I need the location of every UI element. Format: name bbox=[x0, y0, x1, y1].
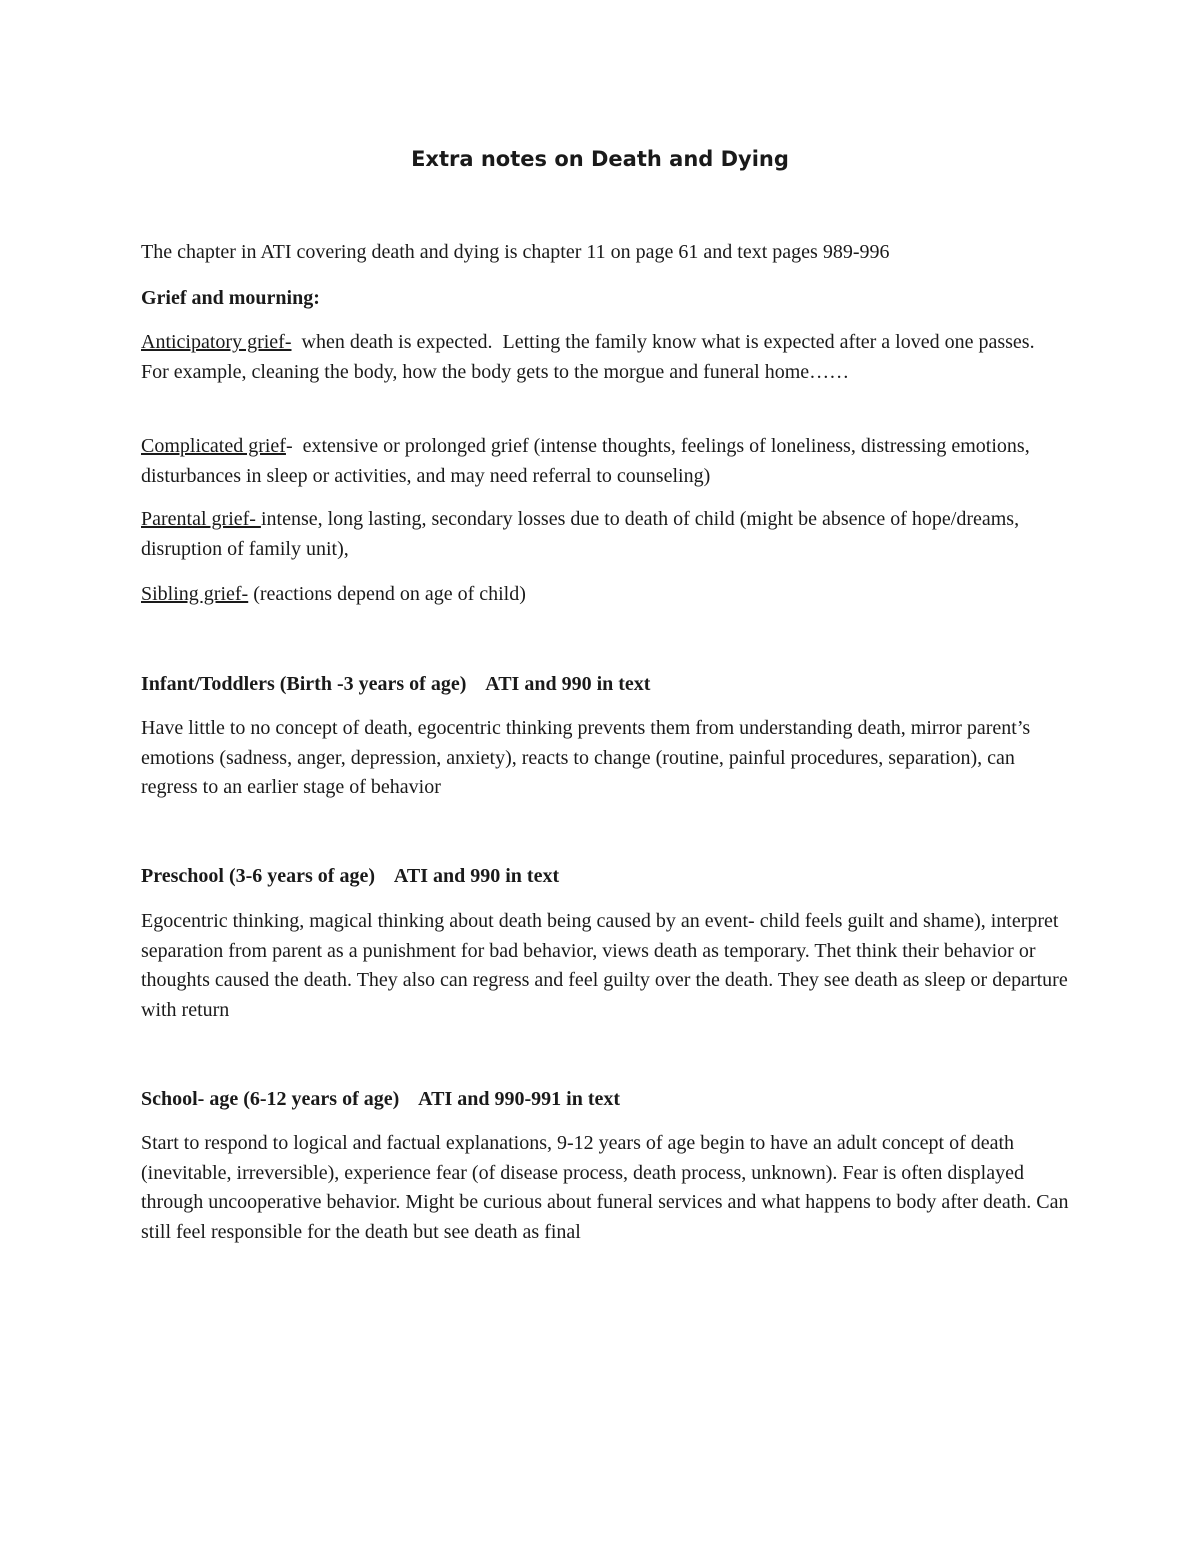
intro-paragraph: The chapter in ATI covering death and dying is chapter 11 on page 61 and text pages 989-996 bbox=[141, 241, 890, 263]
grief-item-sibling bbox=[141, 580, 1071, 610]
section-body-school-age: Start to respond to logical and factual explanations, 9-12 years of age begin to have an adult concept of death (inevitable, irreversible), experience fear (of disease process, death process, unknown). Fear is often displayed through uncooperative behavior. Might be curious about funeral services and what happens to body after death. Can still feel responsible for the death but see death as final bbox=[141, 1132, 1069, 1243]
grief-item-anticipatory bbox=[141, 328, 1071, 387]
section-heading-infant: Infant/Toddlers (Birth -3 years of age) ATI and 990 in text bbox=[141, 673, 651, 695]
grief-term: Sibling grief- bbox=[141, 583, 249, 605]
grief-text: - extensive or prolonged grief (intense thoughts, feelings of loneliness, distressing emotions, disturbances in sleep or activities, and may need referral to counseling) bbox=[141, 435, 1035, 487]
section-heading-school-age: School- age (6-12 years of age) ATI and 990-991 in text bbox=[141, 1088, 621, 1110]
grief-text: (reactions depend on age of child) bbox=[248, 583, 526, 605]
grief-text: intense, long lasting, secondary losses due to death of child (might be absence of hope/dreams, disruption of family unit), bbox=[141, 508, 1020, 560]
section-body-infant: Have little to no concept of death, egocentric thinking prevents them from understanding death, mirror parent’s emotions (sadness, anger, depression, anxiety), reacts to change (routine, painful procedures, separation), can regress to an earlier stage of behavior bbox=[141, 717, 1031, 798]
section-heading-preschool: Preschool (3-6 years of age) ATI and 990 in text bbox=[141, 865, 560, 887]
grief-term: Complicated grief bbox=[141, 435, 286, 457]
section-body-preschool: Egocentric thinking, magical thinking about death being caused by an event- child feels guilt and shame), interpret separation from parent as a punishment for bad behavior, views death as temporary. Thet think their behavior or thoughts caused the death. They also can regress and feel guilty over the death. They see death as sleep or departure with return bbox=[141, 910, 1068, 1021]
grief-text: when death is expected. Letting the family know what is expected after a loved one passes. For example, cleaning the body, how the body gets to the morgue and funeral home…… bbox=[141, 331, 1045, 383]
grief-term: Anticipatory grief- bbox=[141, 331, 292, 353]
grief-heading: Grief and mourning: bbox=[141, 287, 320, 309]
grief-item-complicated bbox=[141, 432, 1071, 491]
grief-term: Parental grief- bbox=[141, 508, 261, 530]
grief-item-parental bbox=[141, 505, 1071, 564]
page-title: Extra notes on Death and Dying bbox=[411, 147, 789, 171]
